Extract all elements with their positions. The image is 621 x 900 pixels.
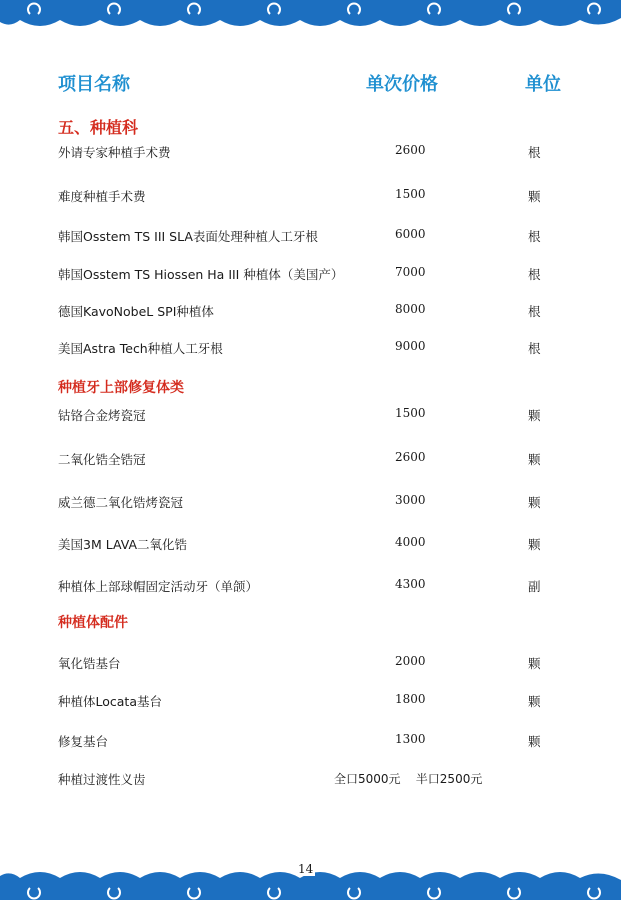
item-unit: 根 [528, 267, 541, 282]
item-unit: 颗 [528, 495, 541, 510]
table-row [0, 732, 621, 754]
table-row [0, 143, 621, 165]
item-price: 8000 [395, 302, 426, 316]
item-unit: 颗 [528, 537, 541, 552]
item-unit: 颗 [528, 656, 541, 671]
item-price: 9000 [395, 339, 426, 353]
item-price: 2000 [395, 654, 426, 668]
section-title-implant: 五、种植科 [58, 118, 139, 137]
item-name: 氧化锆基台 [58, 656, 121, 671]
table-row [0, 187, 621, 209]
item-name: 种植过渡性义齿 [58, 772, 146, 787]
item-price: 7000 [395, 265, 426, 279]
table-row [0, 227, 621, 249]
item-name: 威兰德二氧化锆烤瓷冠 [58, 495, 184, 510]
item-unit: 根 [528, 229, 541, 244]
page-number: 14 [298, 862, 314, 876]
item-price: 4300 [395, 577, 426, 591]
item-name: 修复基台 [58, 734, 109, 749]
item-name: 种植体上部球帽固定活动牙（单颌） [58, 579, 259, 594]
item-price: 1300 [395, 732, 426, 746]
table-row [0, 654, 621, 676]
item-unit: 根 [528, 341, 541, 356]
item-price: 全口5000元 半口2500元 [334, 772, 483, 786]
item-unit: 颗 [528, 734, 541, 749]
item-unit: 颗 [528, 694, 541, 709]
table-row [0, 450, 621, 472]
item-price: 2600 [395, 143, 426, 157]
item-name: 种植体Locata基台 [58, 694, 162, 709]
item-name: 韩国Osstem TS Hiossen Ha III 种植体（美国产） [58, 267, 344, 282]
section-title-accessories: 种植体配件 [58, 615, 128, 631]
header-price: 单次价格 [366, 74, 438, 95]
table-row [0, 770, 621, 792]
item-unit: 颗 [528, 189, 541, 204]
table-row [0, 535, 621, 557]
item-price: 1500 [395, 406, 426, 420]
item-name: 美国3M LAVA二氧化锆 [58, 537, 188, 552]
item-price: 2600 [395, 450, 426, 464]
item-name: 美国Astra Tech种植人工牙根 [58, 341, 223, 356]
item-name: 难度种植手术费 [58, 189, 146, 204]
item-unit: 颗 [528, 408, 541, 423]
table-row [0, 406, 621, 428]
header-unit: 单位 [525, 74, 561, 95]
item-name: 钴铬合金烤瓷冠 [58, 408, 146, 423]
table-row [0, 339, 621, 361]
item-price: 6000 [395, 227, 426, 241]
header-name: 项目名称 [58, 74, 130, 95]
item-unit: 根 [528, 145, 541, 160]
item-price: 4000 [395, 535, 426, 549]
table-row [0, 577, 621, 599]
item-price: 3000 [395, 493, 426, 507]
item-unit: 副 [528, 579, 541, 594]
item-name: 外请专家种植手术费 [58, 145, 171, 160]
item-price: 1500 [395, 187, 426, 201]
item-unit: 颗 [528, 452, 541, 467]
item-unit: 根 [528, 304, 541, 319]
table-row [0, 265, 621, 287]
section-title-restoration: 种植牙上部修复体类 [58, 380, 184, 396]
table-row [0, 493, 621, 515]
item-name: 二氧化锆全锆冠 [58, 452, 146, 467]
table-row [0, 302, 621, 324]
top-cloud-border [0, 0, 621, 40]
table-header [0, 66, 621, 96]
item-name: 德国KavoNobeL SPI种植体 [58, 304, 214, 319]
table-row [0, 692, 621, 714]
item-price: 1800 [395, 692, 426, 706]
item-name: 韩国Osstem TS III SLA表面处理种植人工牙根 [58, 229, 318, 244]
